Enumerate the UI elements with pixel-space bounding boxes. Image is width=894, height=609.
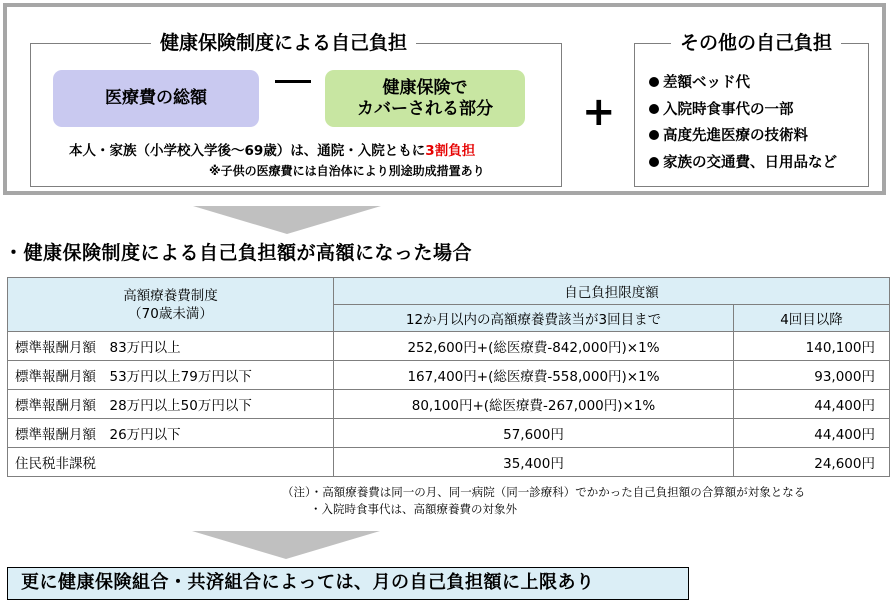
down-arrow-icon [193,206,381,234]
bullet-icon [649,130,659,140]
header-category: 高額療養費制度 （70歳未満） [8,278,334,332]
minus-sign [275,80,311,83]
other-costs-title: その他の自己負担 [671,31,841,55]
bullet-icon [649,157,659,167]
plus-sign: + [582,89,616,135]
self-pay-group-title: 健康保険制度による自己負担 [151,31,416,55]
table-row: 標準報酬月額 28万円以上50万円以下 80,100円+(総医療費-267,000円)×1% 44,400円 [8,390,890,419]
header-limit: 自己負担限度額 [334,278,890,305]
section-heading: ・健康保険制度による自己負担額が高額になった場合 [4,242,473,264]
top-frame [3,3,886,195]
child-subsidy-note: ※子供の医療費には自治体により別途助成措置あり [209,164,485,178]
table-header-row [8,278,890,305]
subheader-up-to-3: 12か月以内の高額療養費該当が3回目まで [334,305,734,332]
table-row: 標準報酬月額 83万円以上 252,600円+(総医療費-842,000円)×1% 140,100円 [8,332,890,361]
down-arrow-icon [192,531,380,559]
list-item: 高度先進医療の技術料 [649,123,837,150]
table-row: 標準報酬月額 53万円以上79万円以下 167,400円+(総医療費-558,000円)×1% 93,000円 [8,361,890,390]
footnote-2: ・入院時食事代は、高額療養費の対象外 [310,502,517,516]
burden-ratio-note [69,139,475,159]
list-item: 家族の交通費、日用品など [649,150,837,177]
bullet-icon [649,104,659,114]
subheader-4th-onward: 4回目以降 [734,305,890,332]
self-pay-group [30,32,562,187]
bullet-icon [649,77,659,87]
list-item: 入院時食事代の一部 [649,97,837,124]
burden-note-text: 本人・家族（小学校入学後～69歳）は、通院・入院ともに [69,143,426,159]
coverage-line-2: カバーされる部分 [357,98,493,119]
insurance-coverage-box [325,70,525,127]
table-row: 標準報酬月額 26万円以下 57,600円 44,400円 [8,419,890,448]
footnotes [282,484,805,518]
total-medical-cost-box: 医療費の総額 [53,70,259,127]
upper-limit-banner: 更に健康保険組合・共済組合によっては、月の自己負担額に上限あり [7,567,689,600]
burden-highlight: 3割負担 [425,143,476,159]
high-cost-limit-table [7,277,890,477]
list-item: 差額ベッド代 [649,70,837,97]
other-costs-group [634,32,869,187]
coverage-line-1: 健康保険で [382,77,468,98]
table-row: 住民税非課税 35,400円 24,600円 [8,448,890,477]
coverage-text [357,78,493,120]
footnote-1: （注）・高額療養費は同一の月、同一病院（同一診療科）でかかった自己負担額の合算額が対象となる [282,485,806,499]
other-costs-list [649,70,837,176]
